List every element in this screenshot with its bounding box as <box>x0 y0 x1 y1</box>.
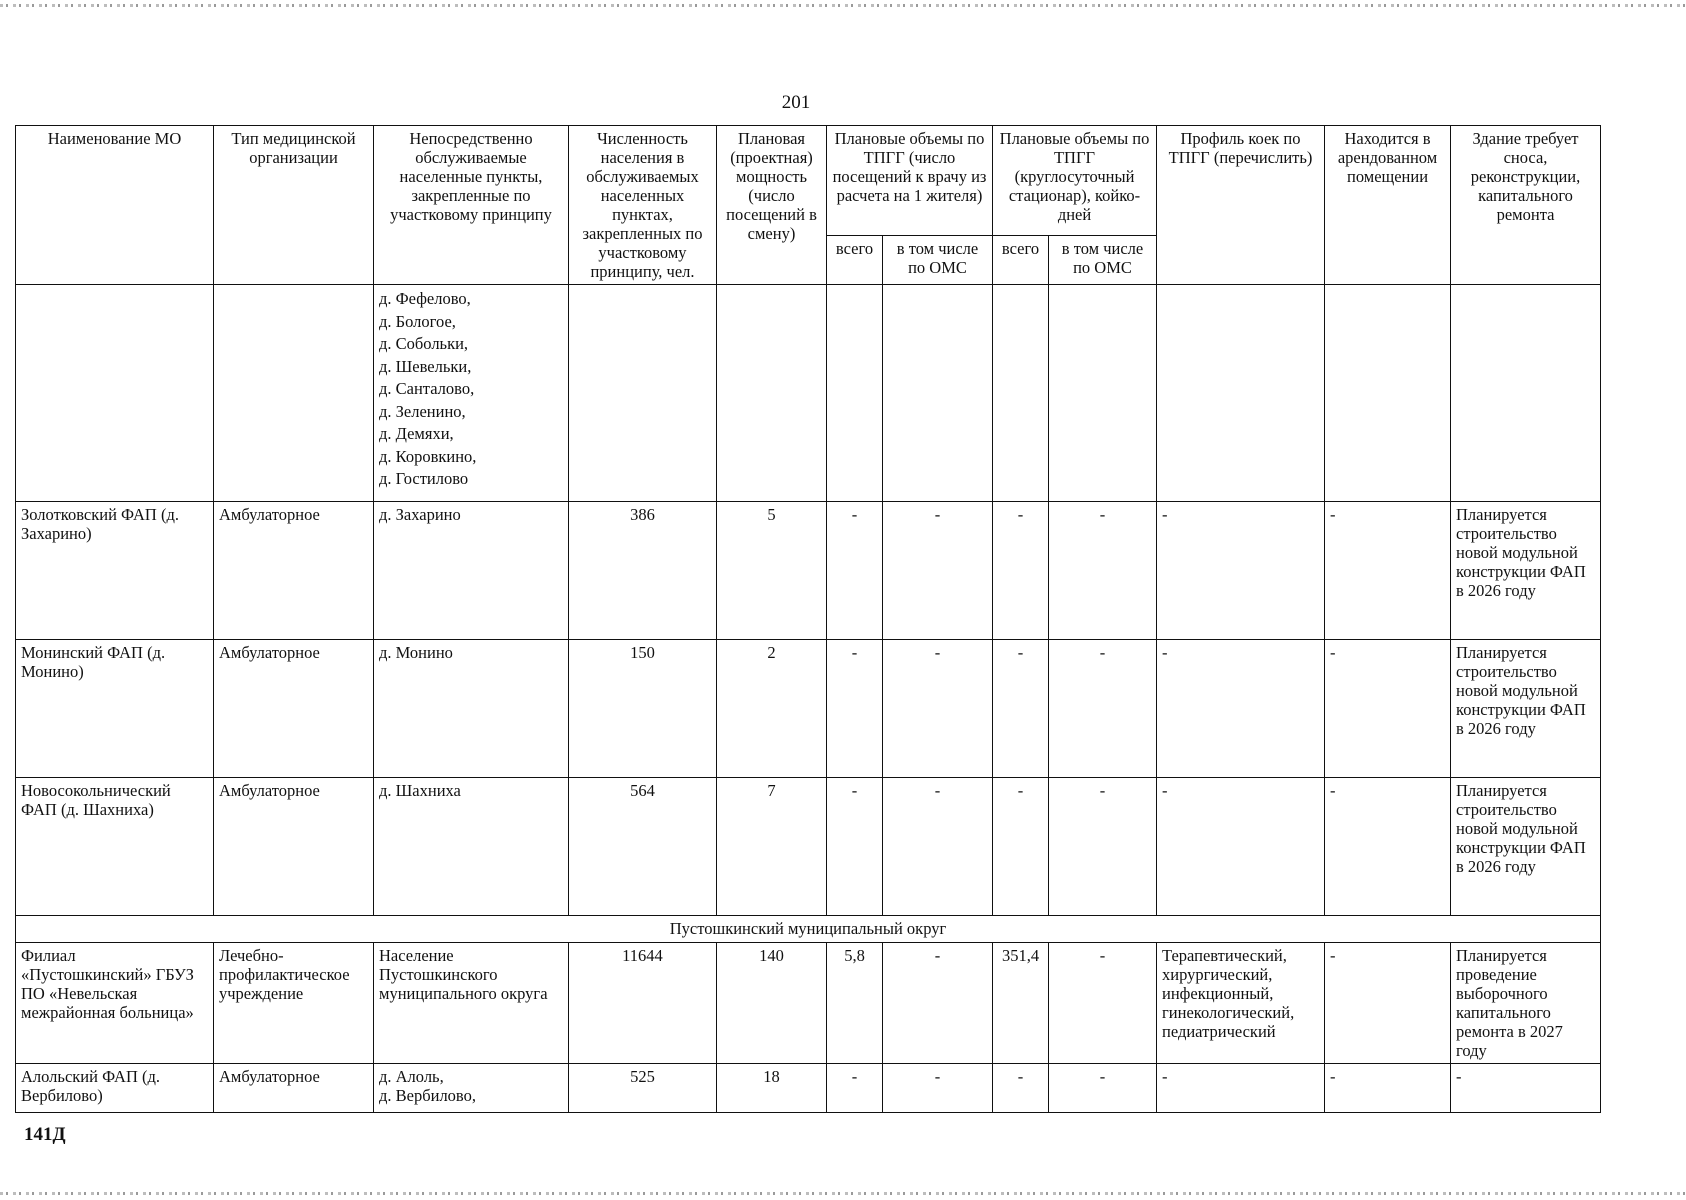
cell-empty <box>1325 285 1451 502</box>
cell-population: 150 <box>569 640 717 778</box>
table-row <box>16 502 1601 640</box>
cell-places: д. Шахниха <box>374 778 569 916</box>
header-population: Численность населения в обслуживаемых населенных пунктах, закрепленных по участковому принципу, чел. <box>569 126 717 285</box>
cell-visits-total: - <box>827 1064 883 1113</box>
place-item: д. Демяхи, <box>379 424 454 443</box>
cell-bed-profile: - <box>1157 640 1325 778</box>
cell-population: 564 <box>569 778 717 916</box>
header-type: Тип медицинской организации <box>214 126 374 285</box>
cell-visits-total: 5,8 <box>827 943 883 1064</box>
table-row <box>16 640 1601 778</box>
cell-stationary-oms: - <box>1049 502 1157 640</box>
cell-stationary-oms: - <box>1049 943 1157 1064</box>
cell-empty <box>16 285 214 502</box>
cell-rented: - <box>1325 502 1451 640</box>
cell-name: Новосокольнический ФАП (д. Шахниха) <box>16 778 214 916</box>
scan-edge-top <box>0 4 1686 7</box>
header-building: Здание требует сноса, реконструкции, капитального ремонта <box>1451 126 1601 285</box>
cell-bed-profile: Терапевтический, хирургический, инфекционный, гинекологический, педиатрический <box>1157 943 1325 1064</box>
cell-rented: - <box>1325 1064 1451 1113</box>
cell-name: Золотковский ФАП (д. Захарино) <box>16 502 214 640</box>
cell-stationary-total: - <box>993 1064 1049 1113</box>
cell-empty <box>827 285 883 502</box>
place-item: д. Санталово, <box>379 379 475 398</box>
cell-building: Планируется строительство новой модульной конструкции ФАП в 2026 году <box>1451 640 1601 778</box>
cell-name: Филиал «Пустошкинский» ГБУЗ ПО «Невельская межрайонная больница» <box>16 943 214 1064</box>
page-number: 201 <box>781 92 811 113</box>
subheader-stationary-total: всего <box>993 236 1049 285</box>
cell-capacity: 7 <box>717 778 827 916</box>
header-row <box>16 126 1601 236</box>
subheader-stationary-oms: в том числе по ОМС <box>1049 236 1157 285</box>
document-code: 141Д <box>24 1124 66 1145</box>
cell-empty <box>717 285 827 502</box>
header-places: Непосредственно обслуживаемые населенные пункты, закрепленные по участковому принципу <box>374 126 569 285</box>
place-item: д. Алоль, <box>379 1067 444 1086</box>
cell-rented: - <box>1325 640 1451 778</box>
table-row <box>16 778 1601 916</box>
cell-building: - <box>1451 1064 1601 1113</box>
cell-empty <box>883 285 993 502</box>
subheader-visits-total: всего <box>827 236 883 285</box>
cell-visits-oms: - <box>883 943 993 1064</box>
cell-name: Алольский ФАП (д. Вербилово) <box>16 1064 214 1113</box>
cell-visits-oms: - <box>883 778 993 916</box>
cell-bed-profile: - <box>1157 1064 1325 1113</box>
cell-visits-total: - <box>827 502 883 640</box>
cell-visits-oms: - <box>883 502 993 640</box>
place-item: д. Зеленино, <box>379 401 466 421</box>
place-item: д. Фефелово, <box>379 289 471 308</box>
cell-population: 11644 <box>569 943 717 1064</box>
cell-stationary-total: 351,4 <box>993 943 1049 1064</box>
cell-visits-oms: - <box>883 1064 993 1113</box>
cell-type: Амбулаторное <box>214 502 374 640</box>
table-row <box>16 943 1601 1064</box>
place-item: д. Собольки, <box>379 334 469 353</box>
cell-building: Планируется проведение выборочного капитального ремонта в 2027 году <box>1451 943 1601 1064</box>
cell-building: Планируется строительство новой модульной конструкции ФАП в 2026 году <box>1451 778 1601 916</box>
scan-edge-bottom <box>0 1192 1686 1195</box>
cell-empty <box>214 285 374 502</box>
cell-empty <box>569 285 717 502</box>
cell-empty <box>1049 285 1157 502</box>
header-capacity: Плановая (проектная) мощность (число посещений в смену) <box>717 126 827 285</box>
cell-stationary-oms: - <box>1049 1064 1157 1113</box>
cell-building: Планируется строительство новой модульной конструкции ФАП в 2026 году <box>1451 502 1601 640</box>
cell-empty <box>1451 285 1601 502</box>
place-item: д. Вербилово, <box>379 1086 476 1105</box>
cell-stationary-oms: - <box>1049 778 1157 916</box>
cell-capacity: 18 <box>717 1064 827 1113</box>
cell-population: 525 <box>569 1064 717 1113</box>
cell-population: 386 <box>569 502 717 640</box>
cell-name: Монинский ФАП (д. Монино) <box>16 640 214 778</box>
cell-stationary-oms: - <box>1049 640 1157 778</box>
cell-capacity: 5 <box>717 502 827 640</box>
place-item: д. Бологое, <box>379 311 456 331</box>
cell-places-list <box>374 285 569 502</box>
cell-stationary-total: - <box>993 778 1049 916</box>
cell-empty <box>1157 285 1325 502</box>
cell-capacity: 140 <box>717 943 827 1064</box>
section-row <box>16 916 1601 943</box>
place-item: д. Гостилово <box>379 469 469 488</box>
cell-rented: - <box>1325 943 1451 1064</box>
cell-places: д. Монино <box>374 640 569 778</box>
cell-bed-profile: - <box>1157 502 1325 640</box>
place-item: д. Шевельки, <box>379 356 472 376</box>
cell-places: д. Захарино <box>374 502 569 640</box>
subheader-visits-oms: в том числе по ОМС <box>883 236 993 285</box>
cell-type: Амбулаторное <box>214 640 374 778</box>
cell-type: Лечебно-профилактическое учреждение <box>214 943 374 1064</box>
table-row <box>16 1064 1601 1113</box>
cell-places <box>374 1064 569 1113</box>
cell-stationary-total: - <box>993 640 1049 778</box>
cell-type: Амбулаторное <box>214 778 374 916</box>
cell-rented: - <box>1325 778 1451 916</box>
facilities-table <box>15 125 1601 1113</box>
cell-type: Амбулаторное <box>214 1064 374 1113</box>
cell-bed-profile: - <box>1157 778 1325 916</box>
table-row-continued <box>16 285 1601 502</box>
place-item: д. Коровкино, <box>379 446 477 466</box>
cell-places: Население Пустошкинского муниципального округа <box>374 943 569 1064</box>
cell-visits-total: - <box>827 640 883 778</box>
header-rented: Находится в арендованном помещении <box>1325 126 1451 285</box>
cell-capacity: 2 <box>717 640 827 778</box>
cell-empty <box>993 285 1049 502</box>
header-name-mo: Наименование МО <box>16 126 214 285</box>
cell-stationary-total: - <box>993 502 1049 640</box>
header-tpgg-visits: Плановые объемы по ТПГГ (число посещений к врачу из расчета на 1 жителя) <box>827 126 993 236</box>
header-tpgg-stationary: Плановые объемы по ТПГГ (круглосуточный стационар), койко-дней <box>993 126 1157 236</box>
cell-visits-total: - <box>827 778 883 916</box>
section-title: Пустошкинский муниципальный округ <box>16 916 1601 943</box>
header-bed-profile: Профиль коек по ТПГГ (перечислить) <box>1157 126 1325 285</box>
cell-visits-oms: - <box>883 640 993 778</box>
